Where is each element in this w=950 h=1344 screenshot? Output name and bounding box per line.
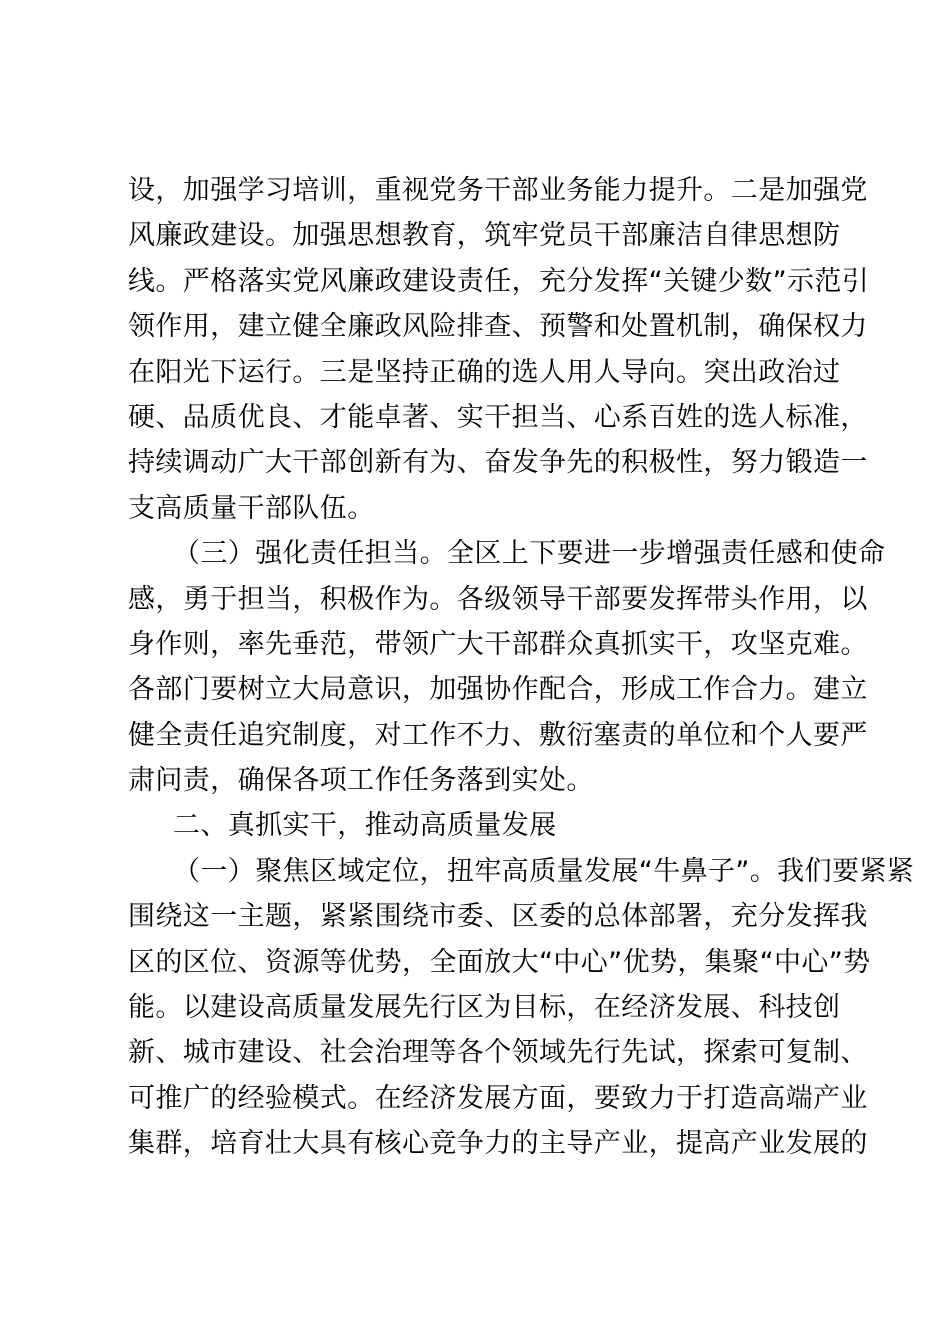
text-line: 区的区位、资源等优势，全面放大“中心”优势，集聚“中心”势 — [128, 946, 871, 978]
section-title: 二、真抓实干，推动高质量发展 — [173, 810, 557, 842]
section-heading-line: （三）强化责任担当。全区上下要进一步增强责任感和使命 — [173, 538, 886, 570]
text-line: 肃问责，确保各项工作任务落到实处。 — [128, 765, 594, 797]
text-line: 领作用，建立健全廉政风险排查、预警和处置机制，确保权力 — [128, 311, 868, 343]
text-line: 设，加强学习培训，重视党务干部业务能力提升。二是加强党 — [128, 175, 868, 206]
text-line: 可推广的经验模式。在经济发展方面，要致力于打造高端产业 — [128, 1082, 868, 1114]
text-line: 在阳光下运行。三是坚持正确的选人用人导向。突出政治过 — [128, 356, 841, 388]
text-line: 身作则，率先垂范，带领广大干部群众真抓实干，攻坚克难。 — [128, 628, 868, 660]
text-line: 能。以建设高质量发展先行区为目标，在经济发展、科技创 — [128, 992, 841, 1024]
text-line: 各部门要树立大局意识，加强协作配合，形成工作合力。建立 — [128, 674, 868, 706]
body-text — [128, 168, 915, 1167]
text-line: 线。严格落实党风廉政建设责任，充分发挥“关键少数”示范引 — [128, 265, 870, 297]
text-line: 支高质量干部队伍。 — [128, 492, 375, 524]
section-heading-line: （一）聚焦区域定位，扭牢高质量发展“牛鼻子”。我们要紧紧 — [173, 855, 915, 887]
text-line: 围绕这一主题，紧紧围绕市委、区委的总体部署，充分发挥我 — [128, 901, 868, 933]
text-line: 感，勇于担当，积极作为。各级领导干部要发挥带头作用，以 — [128, 583, 868, 615]
text-line: 集群，培育壮大具有核心竞争力的主导产业，提高产业发展的 — [128, 1128, 868, 1160]
text-line: 硬、品质优良、才能卓著、实干担当、心系百姓的选人标准， — [128, 401, 868, 433]
text-line: 新、城市建设、社会治理等各个领域先行先试，探索可复制、 — [128, 1037, 868, 1069]
text-line: 持续调动广大干部创新有为、奋发争先的积极性，努力锻造一 — [128, 447, 868, 479]
text-line: 健全责任追究制度，对工作不力、敷衍塞责的单位和个人要严 — [128, 719, 868, 751]
text-line: 风廉政建设。加强思想教育，筑牢党员干部廉洁自律思想防 — [128, 220, 841, 252]
